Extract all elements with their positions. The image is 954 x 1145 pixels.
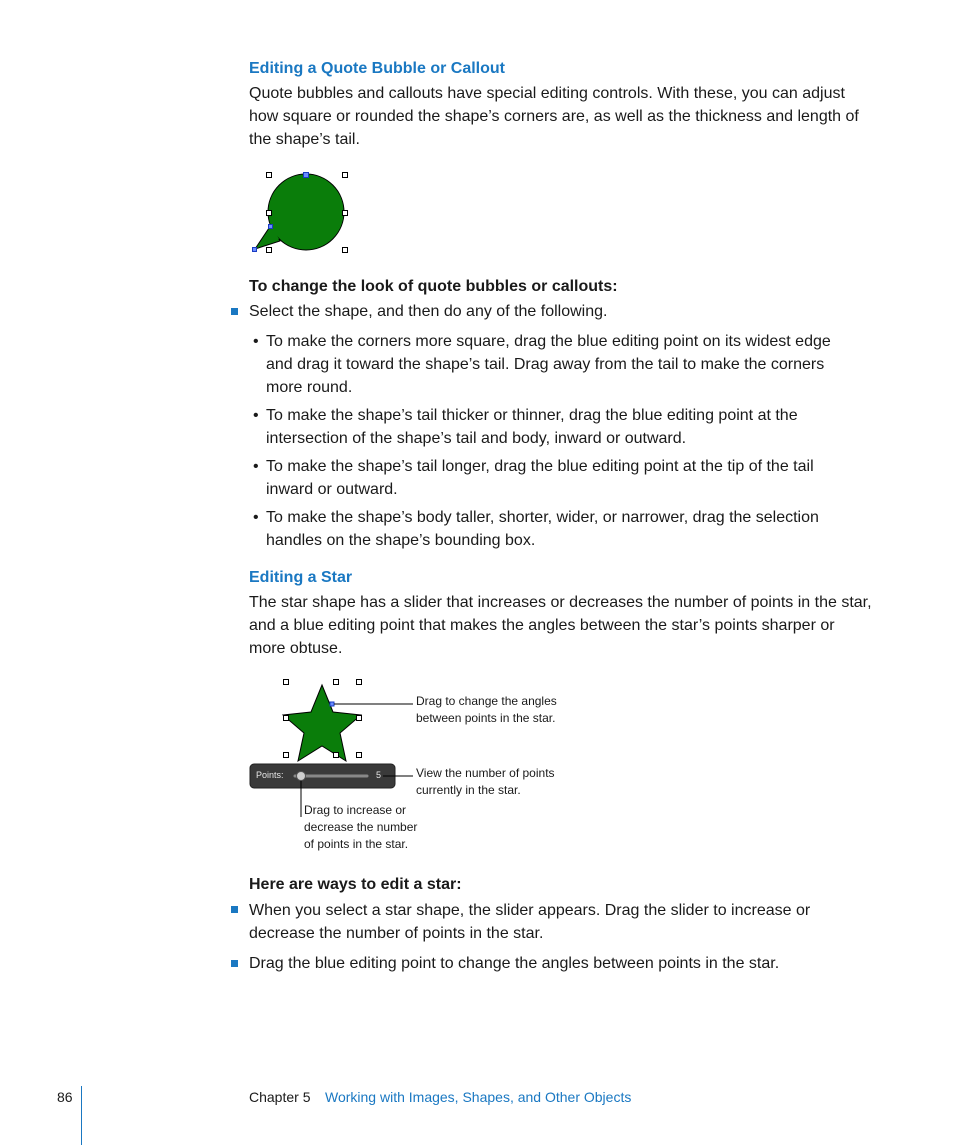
quote-bullet-list xyxy=(249,330,831,552)
list-item xyxy=(249,330,831,399)
quote-intro-line: the shape’s tail. xyxy=(249,131,360,148)
callout-line: currently in the star. xyxy=(416,783,521,797)
quote-task-heading: To change the look of quote bubbles or callouts: xyxy=(249,278,618,295)
callout-angles xyxy=(416,693,557,727)
star-step xyxy=(249,899,810,945)
footer-divider xyxy=(81,1086,82,1145)
bullet-line: To make the shape’s tail thicker or thinner, drag the blue editing point at the xyxy=(266,407,798,424)
bullet-line: more round. xyxy=(266,379,353,396)
star-task-heading: Here are ways to edit a star: xyxy=(249,876,462,893)
callout-line: Drag to change the angles xyxy=(416,694,557,708)
star-editing-point-icon xyxy=(330,702,334,706)
bullet-dot-icon: • xyxy=(253,407,259,424)
callout-drag-slider xyxy=(304,802,417,853)
footer-chapter: Chapter 5 xyxy=(249,1089,311,1105)
quote-intro xyxy=(249,82,859,151)
list-item xyxy=(249,455,831,501)
star-intro-line: The star shape has a slider that increases or decreases the number of points in the star, xyxy=(249,594,872,611)
bullet-line: inward or outward. xyxy=(266,481,398,498)
step-line: When you select a star shape, the slider appears. Drag the slider to increase or xyxy=(249,902,811,919)
bullet-line: handles on the shape’s bounding box. xyxy=(266,532,536,549)
step-line: Drag the blue editing point to change the angles between points in the star. xyxy=(249,955,780,972)
callout-view-points xyxy=(416,765,555,799)
section-heading-star: Editing a Star xyxy=(249,569,353,586)
bullet-line: To make the shape’s tail longer, drag the blue editing point at the tip of the tail xyxy=(266,458,814,475)
quote-step: Select the shape, and then do any of the following. xyxy=(249,303,608,320)
bullet-dot-icon: • xyxy=(253,458,259,475)
step-line: decrease the number of points in the star. xyxy=(249,925,544,942)
callout-line: Drag to increase or xyxy=(304,803,407,817)
list-item xyxy=(249,506,831,552)
callout-line: decrease the number xyxy=(304,820,418,834)
quote-bubble-figure xyxy=(245,165,355,260)
bullet-dot-icon: • xyxy=(253,509,259,526)
section-heading-quote: Editing a Quote Bubble or Callout xyxy=(249,60,505,77)
quote-intro-line: Quote bubbles and callouts have special editing controls. With these, you can adjust xyxy=(249,85,845,102)
bullet-line: intersection of the shape’s tail and body, inward or outward. xyxy=(266,430,687,447)
star-intro-line: and a blue editing point that makes the angles between the star’s points sharper or xyxy=(249,617,835,634)
square-bullet-icon xyxy=(231,906,238,913)
square-bullet-icon xyxy=(231,308,238,315)
bullet-dot-icon: • xyxy=(253,333,259,350)
slider-value: 5 xyxy=(376,770,382,780)
callout-line: between points in the star. xyxy=(416,711,556,725)
star-step xyxy=(249,952,779,975)
bullet-line: To make the shape’s body taller, shorter, wider, or narrower, drag the selection xyxy=(266,509,819,526)
list-item xyxy=(249,404,831,450)
quote-intro-line: how square or rounded the shape’s corners are, as well as the thickness and length of xyxy=(249,108,859,125)
slider-thumb[interactable] xyxy=(297,772,306,781)
square-bullet-icon xyxy=(231,960,238,967)
bullet-line: To make the corners more square, drag the blue editing point on its widest edge xyxy=(266,333,831,350)
slider-label: Points: xyxy=(256,770,284,780)
star-shape xyxy=(283,685,361,761)
star-intro-line: more obtuse. xyxy=(249,640,343,657)
callout-line: of points in the star. xyxy=(304,837,409,851)
footer-chapter-title: Working with Images, Shapes, and Other Objects xyxy=(325,1089,632,1105)
callout-line: View the number of points xyxy=(416,766,555,780)
page-number: 86 xyxy=(57,1089,73,1105)
bullet-line: and drag it toward the shape’s tail. Drag away from the tail to make the corners xyxy=(266,356,825,373)
star-intro xyxy=(249,591,872,660)
